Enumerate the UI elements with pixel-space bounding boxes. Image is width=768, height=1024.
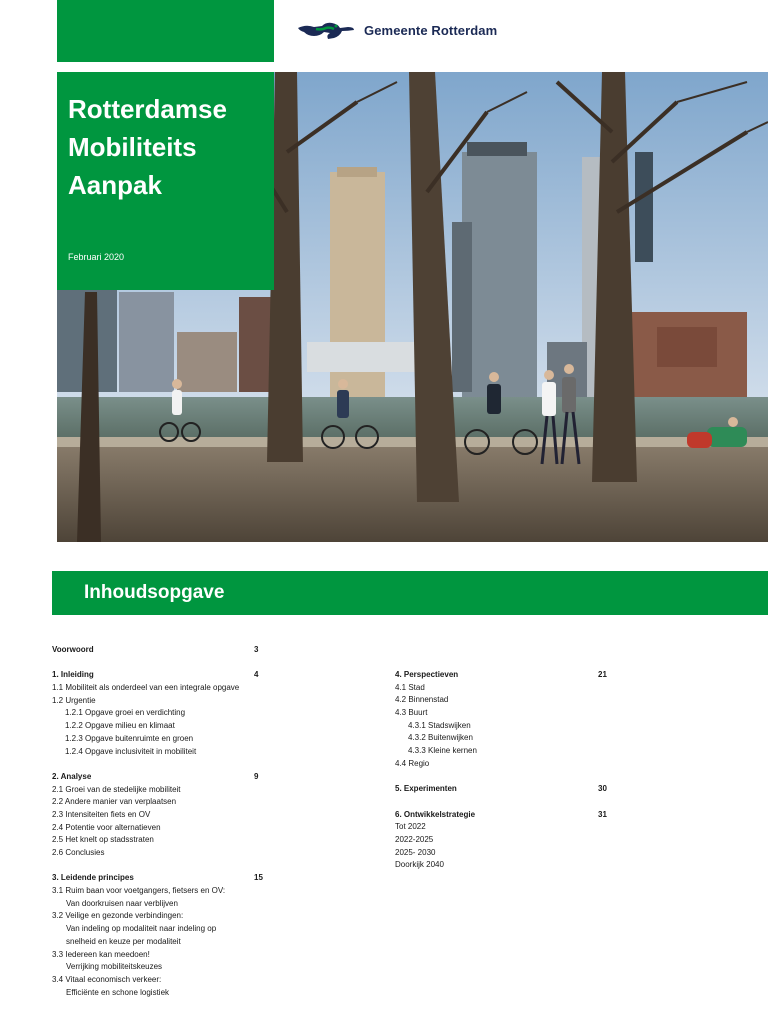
toc-right-column [395, 669, 615, 872]
toc-section-3[interactable]: 3. Leidende principes 15 [52, 872, 264, 885]
toc-item[interactable]: 1.2.1 Opgave groei en verdichting [65, 708, 186, 718]
toc-item[interactable]: 2.1 Groei van de stedelijke mobiliteit [52, 784, 181, 794]
toc-item[interactable]: 1.2 Urgentie [52, 695, 96, 705]
toc-item[interactable]: 2.2 Andere manier van verplaatsen [52, 797, 177, 807]
toc-item[interactable]: Van doorkruisen naar verblijven [66, 898, 178, 908]
cover-title [68, 90, 268, 204]
toc-item[interactable]: 4.3.3 Kleine kernen [408, 746, 477, 756]
toc-item[interactable]: 1.1 Mobiliteit als onderdeel van een integrale opgave [52, 683, 240, 693]
toc-item[interactable]: 3.1 Ruim baan voor voetgangers, fietsers en OV: [52, 886, 226, 896]
toc-page-number: 30 [598, 784, 607, 794]
toc-section-5[interactable]: 5. Experimenten 30 [395, 783, 615, 796]
cover-title-box [57, 72, 274, 290]
toc-section-6[interactable]: 6. Ontwikkelstrategie 31 [395, 809, 615, 822]
toc-item[interactable]: 4.4 Regio [395, 758, 430, 768]
cover-title-line: Rotterdamse [68, 94, 227, 124]
toc-item[interactable]: 4.3.2 Buitenwijken [408, 733, 473, 743]
toc-item[interactable]: 2.6 Conclusies [52, 848, 105, 857]
toc-item[interactable]: 1.2.4 Opgave inclusiviteit in mobiliteit [65, 746, 197, 756]
toc-item[interactable]: 2.3 Intensiteiten fiets en OV [52, 809, 151, 819]
toc-section-2[interactable]: 2. Analyse 9 [52, 771, 264, 784]
toc-section-1[interactable]: 1. Inleiding 4 [52, 669, 264, 682]
toc-item[interactable]: Tot 2022 [395, 822, 426, 832]
toc-item[interactable]: 4.2 Binnenstad [395, 695, 449, 705]
toc-page-number: 4 [254, 670, 259, 680]
toc-item[interactable]: 1.2.2 Opgave milieu en klimaat [65, 721, 175, 731]
cover-title-line: Aanpak [68, 170, 162, 200]
toc-left-column [52, 644, 264, 999]
toc-item[interactable]: Van indeling op modaliteit naar indeling op [66, 924, 217, 934]
toc-item[interactable]: 2022-2025 [395, 834, 434, 844]
toc-item[interactable]: 2025- 2030 [395, 847, 436, 857]
toc-item[interactable]: 4.3.1 Stadswijken [408, 720, 471, 730]
top-green-block [57, 0, 274, 62]
toc-item[interactable]: 2.4 Potentie voor alternatieven [52, 822, 161, 832]
toc-page-number: 15 [254, 873, 263, 883]
toc-header-bar [52, 571, 768, 615]
cover-date: Februari 2020 [68, 252, 125, 262]
toc-entry-voorwoord[interactable]: Voorwoord 3 [52, 644, 264, 657]
toc-item[interactable]: snelheid en keuze per modaliteit [66, 936, 181, 946]
toc-item[interactable]: 3.2 Veilige en gezonde verbindingen: [52, 911, 184, 921]
toc-item[interactable]: Efficiënte en schone logistiek [66, 987, 170, 997]
lion-emblem-icon [296, 18, 356, 42]
gemeente-logo [296, 16, 497, 44]
toc-item[interactable]: 3.3 Iedereen kan meedoen! [52, 949, 150, 959]
toc-page-number: 31 [598, 809, 607, 819]
toc-item[interactable]: 1.2.3 Opgave buitenruimte en groen [65, 733, 194, 743]
toc-item[interactable]: 4.1 Stad [395, 682, 425, 692]
toc-section-4[interactable]: 4. Perspectieven 21 [395, 669, 615, 682]
toc-item[interactable]: 4.3 Buurt [395, 708, 428, 718]
logo-text: Gemeente Rotterdam [364, 22, 498, 38]
toc-item[interactable]: Verrijking mobiliteitskeuzes [66, 962, 163, 972]
toc-item[interactable]: 2.5 Het knelt op stadsstraten [52, 835, 154, 845]
toc-item[interactable]: Doorkijk 2040 [395, 860, 444, 870]
toc-title: Inhoudsopgave [84, 582, 225, 603]
cover-title-line: Mobiliteits [68, 132, 197, 162]
toc-page-number: 3 [254, 645, 259, 654]
toc-page-number: 21 [598, 670, 607, 679]
toc-page-number: 9 [254, 771, 259, 781]
toc-item[interactable]: 3.4 Vitaal economisch verkeer: [52, 974, 162, 984]
